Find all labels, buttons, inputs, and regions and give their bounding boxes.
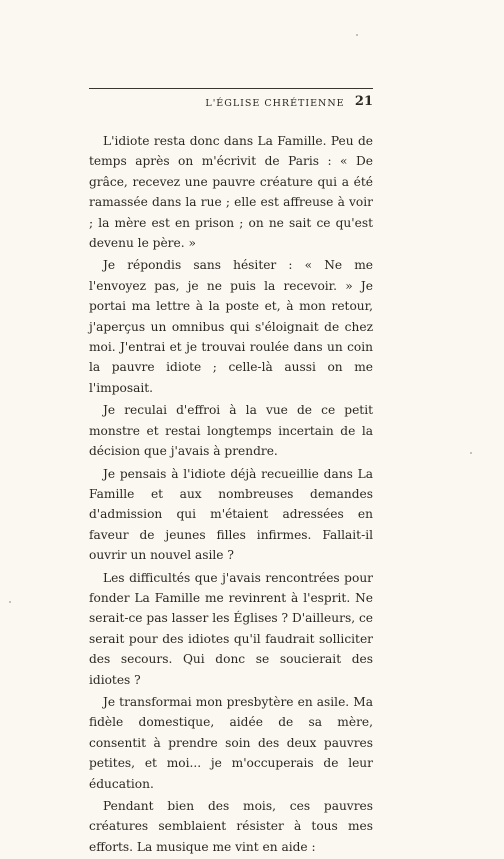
- paper-speck: [9, 601, 11, 603]
- paragraph: Je pensais à l'idiote déjà recueillie dans La Famille et aux nombreuses demandes d'admission qui m'étaient adressées en faveur de jeunes filles infirmes. Fallait-il ouvrir un nouvel asile ?: [89, 466, 373, 563]
- page-header: [89, 88, 373, 111]
- paragraph: Pendant bien des mois, ces pauvres créatures semblaient résister à tous mes efforts. La musique me vint en aide :: [89, 799, 373, 854]
- paper-speck: [356, 34, 358, 36]
- running-title: L'ÉGLISE CHRÉTIENNE: [205, 98, 345, 109]
- page-number: 21: [354, 94, 373, 109]
- paragraph: Je répondis sans hésiter : « Ne me l'envoyez pas, je ne puis la recevoir. » Je portai ma lettre à la poste et, à mon retour, j'aperçus un omnibus qui s'éloignait de chez moi. J'entrai et je trouvai roulée dans un coin la pauvre idiote ; celle-là aussi on me l'imposait.: [89, 258, 373, 395]
- paragraph: Les difficultés que j'avais rencontrées pour fonder La Famille me revinrent à l'esprit. Ne serait-ce pas lasser les Églises ? D'ailleurs, ce serait pour des idiotes qu'il faudrait solliciter des secours. Qui donc se soucierait des idiotes ?: [89, 570, 373, 687]
- paragraph: L'idiote resta donc dans La Famille. Peu de temps après on m'écrivit de Paris : « De grâce, recevez une pauvre créature qui a été ramassée dans la rue ; elle est affreuse à voir ; la mère est en prison ; on ne sait ce qu'est devenu le père. »: [89, 134, 373, 251]
- paragraph: Je reculai d'effroi à la vue de ce petit monstre et restai longtemps incertain de la décision que j'avais à prendre.: [89, 403, 373, 459]
- paragraph: Je transformai mon presbytère en asile. Ma fidèle domestique, aidée de sa mère, consentit à prendre soin des deux pauvres petites, et moi... je m'occuperais de leur éducation.: [89, 694, 373, 791]
- paper-speck: [470, 452, 472, 454]
- body-text: [89, 131, 373, 859]
